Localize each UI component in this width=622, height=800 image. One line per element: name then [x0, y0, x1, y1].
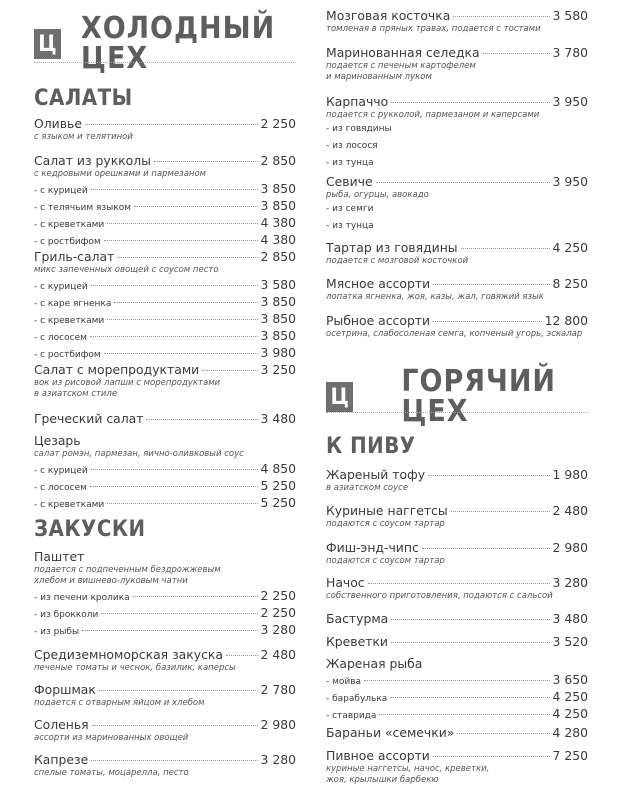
menu-item-name: Форшмак — [34, 682, 96, 697]
menu-item-name: Карпаччо — [326, 94, 389, 109]
menu-subitem-price: 3 650 — [552, 672, 588, 687]
menu-subitem-name: - с каре ягненка — [34, 299, 112, 309]
menu-subitem-price: 3 850 — [260, 294, 296, 309]
menu-item — [326, 45, 588, 83]
menu-item-name: Куриные наггетсы — [326, 503, 448, 518]
menu-subitem-name: - с курицей — [34, 282, 88, 292]
dot-leader — [91, 189, 258, 190]
menu-subitem — [34, 310, 296, 327]
menu-subitem — [34, 327, 296, 344]
dot-leader — [391, 642, 550, 643]
dot-leader — [433, 321, 542, 322]
logo-icon: Ц — [34, 29, 61, 59]
cold-kitchen-title: ХОЛОДНЫЙ ЦЕХ — [80, 11, 276, 76]
menu-item-row — [326, 8, 588, 23]
menu-item-row — [34, 647, 296, 662]
menu-item — [34, 153, 296, 248]
menu-subitem-price: 4 380 — [260, 215, 296, 230]
menu-subitem-name: - с курицей — [34, 186, 88, 196]
menu-item-row — [34, 362, 296, 377]
menu-item-price: 2 250 — [260, 116, 296, 131]
menu-item — [326, 313, 588, 340]
menu-item-description: салат ромэн, пармезан, яично-оливковый соус — [34, 449, 244, 459]
menu-item-price: 3 480 — [260, 411, 296, 426]
menu-subitem-name: - из говядины — [326, 124, 392, 134]
menu-subitem-name: - ставрида — [326, 711, 377, 721]
menu-item-row — [326, 748, 588, 763]
menu-item-row — [34, 249, 296, 264]
menu-item-price: 2 480 — [552, 503, 588, 518]
menu-item — [34, 549, 296, 638]
menu-item-price: 3 780 — [552, 45, 588, 60]
menu-item-price: 4 280 — [552, 725, 588, 740]
menu-subitem-price: 4 250 — [552, 689, 588, 704]
menu-subitem-name: - с ростбифом — [34, 237, 101, 247]
menu-item — [326, 94, 588, 172]
menu-item-row — [34, 549, 296, 564]
menu-item-row — [34, 433, 296, 448]
menu-item-row — [326, 313, 588, 328]
menu-subitem-name: - с лососем — [34, 483, 87, 493]
menu-subitem — [326, 705, 588, 722]
menu-item-description: томленая в пряных травах, подается с тостами — [326, 24, 541, 34]
menu-subitem — [326, 121, 588, 138]
menu-item-row — [34, 752, 296, 767]
menu-item-row — [34, 717, 296, 732]
menu-subitem — [34, 214, 296, 231]
menu-item — [326, 748, 588, 786]
menu-item-price: 3 250 — [260, 362, 296, 377]
dot-leader — [146, 419, 257, 420]
dot-leader — [90, 336, 258, 337]
menu-subitem — [34, 477, 296, 494]
menu-item-row — [326, 725, 588, 740]
section-snacks-title: ЗАКУСКИ — [34, 517, 146, 542]
dot-leader — [390, 697, 549, 698]
dot-leader — [376, 182, 550, 183]
dot-leader — [82, 630, 257, 631]
menu-item-name: Жареная рыба — [326, 656, 423, 671]
menu-item-price: 12 800 — [544, 313, 588, 328]
divider — [34, 62, 296, 63]
dot-leader — [101, 613, 257, 614]
cold-kitchen-header — [34, 11, 296, 76]
dot-leader — [379, 714, 549, 715]
menu-item-price: 3 950 — [552, 174, 588, 189]
menu-item — [326, 725, 588, 740]
menu-item-name: Средиземноморская закуска — [34, 647, 223, 662]
dot-leader — [107, 503, 257, 504]
menu-item — [326, 611, 588, 626]
menu-subitem — [34, 587, 296, 604]
dot-leader — [91, 285, 258, 286]
menu-item-row — [326, 540, 588, 555]
menu-item-row — [326, 45, 588, 60]
menu-subitem-price: 2 250 — [260, 605, 296, 620]
dot-leader — [433, 284, 549, 285]
menu-item-row — [34, 411, 296, 426]
menu-item-description: печеные томаты и чеснок, базилик, каперсы — [34, 663, 236, 673]
dot-leader — [391, 102, 549, 103]
menu-item — [326, 575, 588, 602]
menu-item-price: 2 850 — [260, 153, 296, 168]
dot-leader — [453, 16, 549, 17]
menu-item-description: микс запеченных овощей с соусом песто — [34, 265, 219, 275]
menu-subitem-price: 5 250 — [260, 478, 296, 493]
menu-item-row — [34, 153, 296, 168]
menu-item — [326, 276, 588, 303]
dot-leader — [433, 756, 550, 757]
menu-subitem — [326, 201, 588, 218]
hot-kitchen-header — [326, 364, 588, 429]
menu-item — [326, 540, 588, 567]
dot-leader — [91, 760, 257, 761]
menu-item-description: собственного приготовления, подаются с сальсой — [326, 591, 553, 601]
dot-leader — [133, 596, 258, 597]
menu-subitem — [326, 138, 588, 155]
menu-item-name: Фиш-энд-чипс — [326, 540, 419, 555]
dot-leader — [90, 486, 258, 487]
menu-subitem-price: 3 850 — [260, 181, 296, 196]
menu-item — [326, 467, 588, 494]
menu-item-name: Креветки — [326, 634, 388, 649]
menu-item — [34, 362, 296, 400]
menu-item-name: Жареный тофу — [326, 467, 426, 482]
menu-item-price: 2 780 — [260, 682, 296, 697]
menu-subitem — [326, 218, 588, 235]
menu-item — [326, 503, 588, 530]
menu-subitem — [34, 604, 296, 621]
menu-item — [34, 682, 296, 709]
menu-subitem-price: 3 850 — [260, 328, 296, 343]
menu-item-price: 3 580 — [552, 8, 588, 23]
menu-subitem — [34, 621, 296, 638]
menu-item-price: 4 250 — [552, 240, 588, 255]
menu-item-description: вок из рисовой лапши с морепродуктами в азиатском стиле — [34, 378, 221, 399]
dot-leader — [457, 733, 549, 734]
menu-subitem — [34, 276, 296, 293]
menu-subitem-name: - из брокколи — [34, 610, 99, 620]
menu-subitem-name: - из печени кролика — [34, 593, 130, 603]
menu-item-row — [326, 276, 588, 291]
menu-item-price: 3 280 — [260, 752, 296, 767]
dot-leader — [104, 353, 258, 354]
menu-subitem-name: - с телячьим языком — [34, 203, 132, 213]
menu-subitem — [326, 688, 588, 705]
menu-item-row — [326, 174, 588, 189]
menu-item-row — [326, 240, 588, 255]
menu-subitem-price: 3 850 — [260, 311, 296, 326]
menu-subitem-name: - с курицей — [34, 466, 88, 476]
menu-item-name: Гриль-салат — [34, 249, 115, 264]
menu-item-name: Мозговая косточка — [326, 8, 451, 23]
menu-item-description: рыба, огурцы, авокадо — [326, 190, 429, 200]
menu-subitem-price: 3 580 — [260, 277, 296, 292]
dot-leader — [114, 302, 257, 303]
menu-item-row — [34, 682, 296, 697]
menu-subitem-price: 4 380 — [260, 232, 296, 247]
dot-leader — [85, 124, 258, 125]
menu-item-description: ассорти из маринованных овощей — [34, 733, 189, 743]
menu-item-price: 2 980 — [552, 540, 588, 555]
menu-item-description: подаются с соусом тартар — [326, 556, 445, 566]
dot-leader — [107, 319, 257, 320]
menu-subitem-name: - с лососем — [34, 333, 87, 343]
menu-subitem — [34, 460, 296, 477]
menu-item-name: Паштет — [34, 549, 85, 564]
menu-item-description: подаются с соусом тартар — [326, 519, 445, 529]
menu-item-description: подается с рукколой, пармезаном и каперсами — [326, 110, 540, 120]
dot-leader — [422, 548, 550, 549]
menu-item-description: подается с мозговой косточкой — [326, 256, 469, 266]
menu-item-price: 8 250 — [552, 276, 588, 291]
menu-item-description: в азиатском соусе — [326, 483, 409, 493]
menu-item-name: Мясное ассорти — [326, 276, 431, 291]
menu-item-name: Бастурма — [326, 611, 389, 626]
menu-item-row — [326, 611, 588, 626]
dot-leader — [461, 248, 550, 249]
dot-leader — [107, 223, 257, 224]
menu-subitem-price: 2 250 — [260, 588, 296, 603]
menu-subitem — [34, 231, 296, 248]
menu-item-price: 3 520 — [552, 634, 588, 649]
menu-item-row — [326, 656, 588, 671]
menu-item-price: 3 280 — [552, 575, 588, 590]
menu-item — [34, 717, 296, 744]
menu-subitem-price: 4 850 — [260, 461, 296, 476]
menu-subitem — [34, 494, 296, 511]
menu-item-row — [326, 503, 588, 518]
menu-subitem — [34, 344, 296, 361]
menu-item-price: 3 950 — [552, 94, 588, 109]
menu-subitem-name: - с креветками — [34, 500, 105, 510]
dot-leader — [117, 257, 257, 258]
menu-item — [326, 240, 588, 267]
menu-item-description: с языком и телятиной — [34, 132, 133, 142]
menu-subitem — [326, 155, 588, 172]
dot-leader — [91, 469, 258, 470]
menu-subitem-name: - из тунца — [326, 158, 374, 168]
menu-item-name: Начос — [326, 575, 365, 590]
menu-item-price: 2 980 — [260, 717, 296, 732]
dot-leader — [104, 240, 258, 241]
menu-item-description: подается с отварным яйцом и хлебом — [34, 698, 205, 708]
menu-subitem-name: - мойва — [326, 677, 362, 687]
divider — [326, 412, 588, 413]
dot-leader — [428, 475, 549, 476]
menu-subitem-name: - с ростбифом — [34, 350, 101, 360]
menu-item-name: Салат из рукколы — [34, 153, 151, 168]
menu-subitem — [34, 180, 296, 197]
menu-item-price: 2 480 — [260, 647, 296, 662]
section-salads-title: САЛАТЫ — [34, 86, 133, 111]
hot-kitchen-title: ГОРЯЧИЙ ЦЕХ — [401, 364, 556, 429]
menu-item-description: с кедровыми орешками и пармезаном — [34, 169, 207, 179]
dot-leader — [226, 655, 258, 656]
dot-leader — [451, 511, 550, 512]
menu-item-name: Салат с морепродуктами — [34, 362, 200, 377]
menu-subitem-name: - с креветками — [34, 316, 105, 326]
menu-subitem — [34, 293, 296, 310]
menu-subitem-price: 4 250 — [552, 706, 588, 721]
menu-item — [326, 174, 588, 235]
menu-item-description: подается с подпеченным бездрожжевым хлебом и вишнево-луковым чатни — [34, 565, 221, 586]
menu-item-row — [326, 575, 588, 590]
menu-item-price: 7 250 — [552, 748, 588, 763]
menu-item-name: Маринованная селедка — [326, 45, 480, 60]
menu-item-price: 1 980 — [552, 467, 588, 482]
menu-item-row — [326, 94, 588, 109]
dot-leader — [92, 725, 258, 726]
menu-item — [326, 656, 588, 722]
menu-subitem-price: 3 980 — [260, 345, 296, 360]
dot-leader — [154, 161, 258, 162]
menu-item-description: куриные наггетсы, начос, креветки, жоя, крылышки барбекю — [326, 764, 490, 785]
menu-item-row — [326, 634, 588, 649]
dot-leader — [134, 206, 257, 207]
menu-subitem-name: - барабулька — [326, 694, 388, 704]
menu-item — [34, 433, 296, 511]
menu-subitem-price: 5 250 — [260, 495, 296, 510]
menu-item — [34, 647, 296, 674]
menu-subitem — [34, 197, 296, 214]
menu-item-name: Севиче — [326, 174, 373, 189]
menu-subitem-name: - из семги — [326, 204, 374, 214]
menu-item-description: осетрина, слабосоленая семга, копченый угорь, эскалар — [326, 329, 583, 339]
menu-item — [326, 8, 588, 35]
menu-item-description: спелые томаты, моцарелла, песто — [34, 768, 189, 778]
menu-item-name: Цезарь — [34, 433, 81, 448]
menu-subitem-name: - из лосося — [326, 141, 378, 151]
menu-subitem — [326, 671, 588, 688]
menu-item-row — [34, 116, 296, 131]
menu-subitem-name: - из тунца — [326, 221, 374, 231]
menu-subitem-price: 3 850 — [260, 198, 296, 213]
dot-leader — [483, 53, 550, 54]
menu-item-description: подается с печеным картофелем и маринованным луком — [326, 61, 476, 82]
menu-item-name: Греческий салат — [34, 411, 144, 426]
menu-subitem-name: - с креветками — [34, 220, 105, 230]
dot-leader — [391, 619, 549, 620]
menu-item-row — [326, 467, 588, 482]
menu-item-name: Бараньи «семечки» — [326, 725, 455, 740]
logo-icon: Ц — [326, 382, 353, 412]
menu-item-name: Капрезе — [34, 752, 89, 767]
menu-item-name: Соленья — [34, 717, 89, 732]
menu-item — [34, 411, 296, 426]
section-beer-title: К ПИВУ — [326, 434, 416, 459]
menu-subitem-name: - из рыбы — [34, 627, 80, 637]
dot-leader — [202, 370, 257, 371]
menu-item — [34, 752, 296, 779]
dot-leader — [364, 680, 549, 681]
menu-item-price: 2 850 — [260, 249, 296, 264]
menu-item — [34, 249, 296, 361]
dot-leader — [368, 583, 550, 584]
menu-item-name: Тартар из говядины — [326, 240, 458, 255]
menu-item-name: Оливье — [34, 116, 82, 131]
dot-leader — [99, 690, 258, 691]
menu-item — [34, 116, 296, 143]
menu-item-name: Пивное ассорти — [326, 748, 430, 763]
menu-item-description: лопатка ягненка, жоя, казы, жал, говяжий язык — [326, 292, 544, 302]
menu-item-name: Рыбное ассорти — [326, 313, 431, 328]
menu-item-price: 3 480 — [552, 611, 588, 626]
menu-item — [326, 634, 588, 649]
menu-subitem-price: 3 280 — [260, 622, 296, 637]
